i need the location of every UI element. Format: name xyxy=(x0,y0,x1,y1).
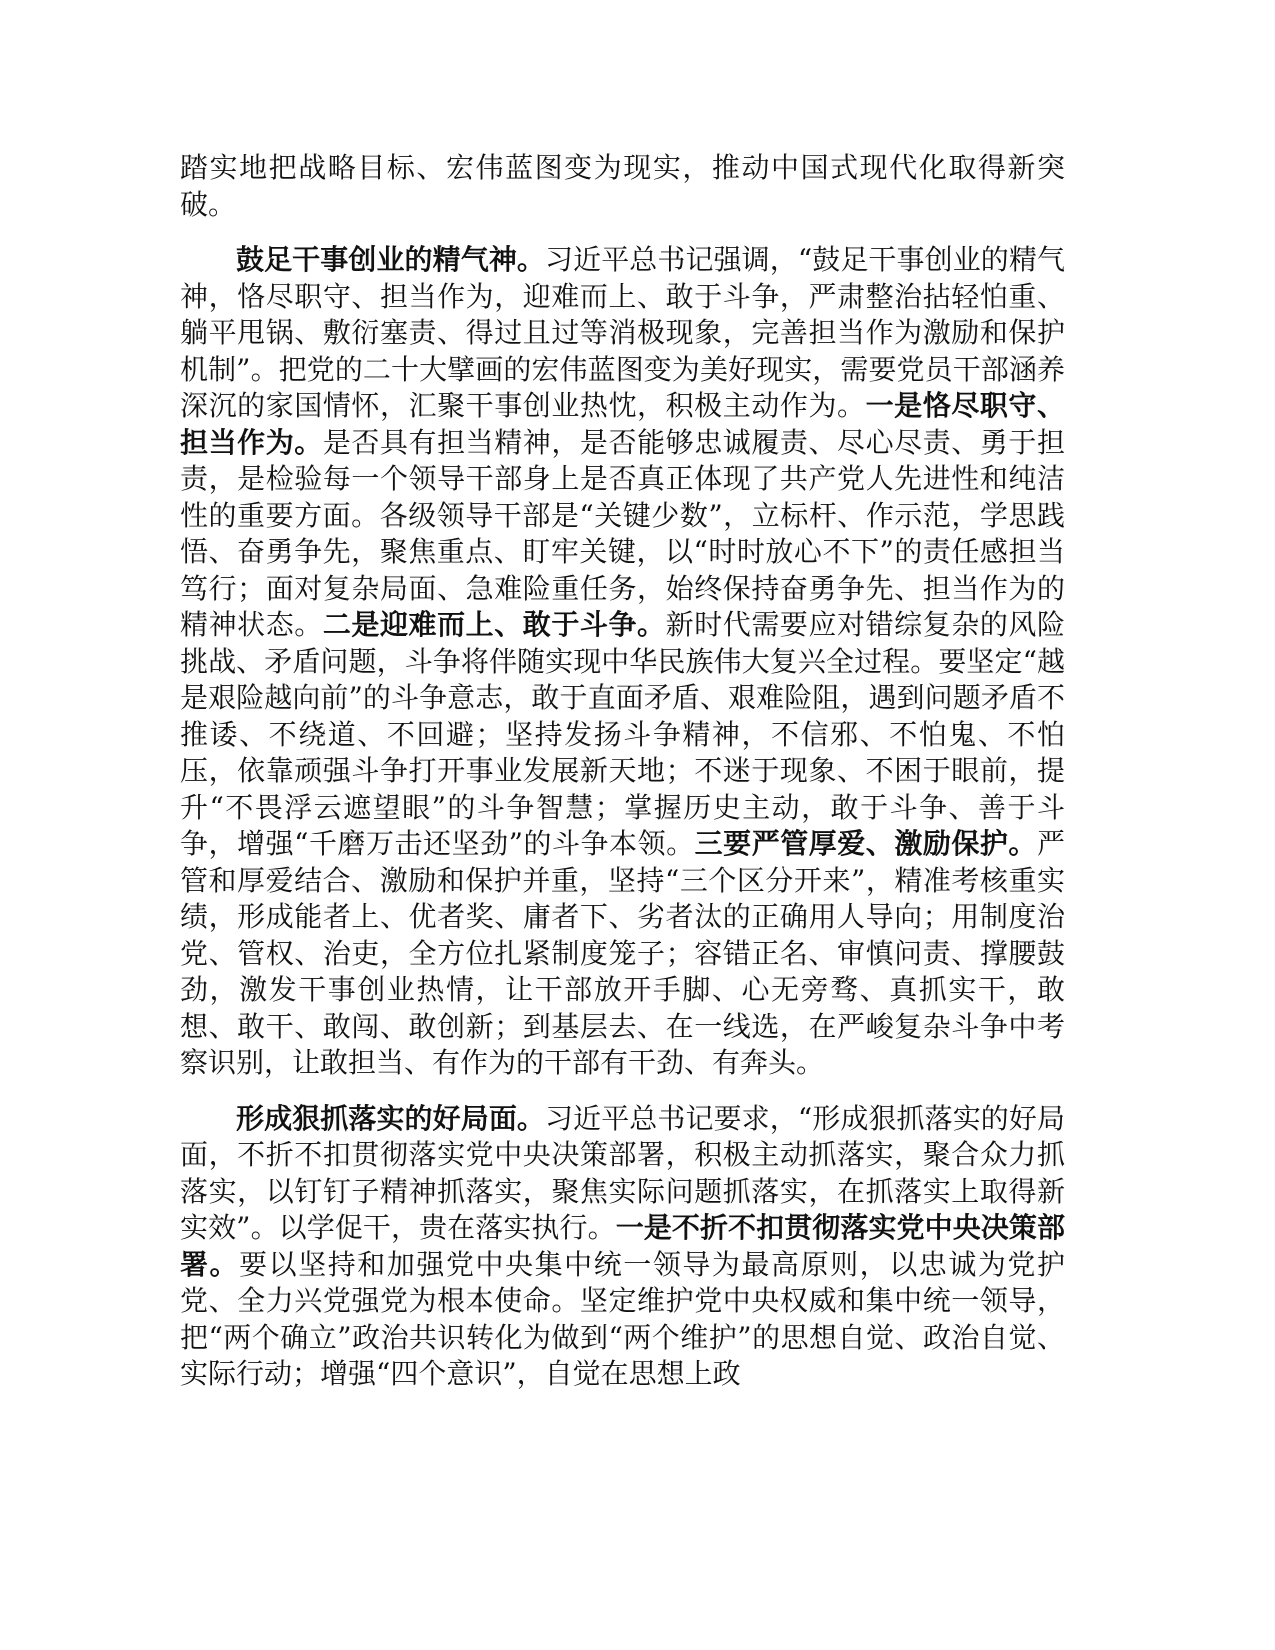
paragraph-text: 新时代需要应对错综复杂的风险挑战、矛盾问题，斗争将伴随实现中华民族伟大复兴全过程。要坚定“越是艰险越向前”的斗争意志，敢于直面矛盾、艰难险阻，遇到问题矛盾不推诿、不绕道、不回避；坚持发扬斗争精神，不信邪、不怕鬼、不怕压，依靠顽强斗争打开事业发展新天地；不迷于现象、不困于眼前，提升“不畏浮云遮望眼”的斗争智慧；掌握历史主动，敢于斗争、善于斗争，增强“千磨万击还坚劲”的斗争本领。 xyxy=(180,608,1065,860)
paragraph-spirit-of-entrepreneurship xyxy=(180,242,1065,1082)
paragraph-text: 严管和厚爱结合、激励和保护并重，坚持“三个区分开来”，精准考核重实绩，形成能者上、优者奖、庸者下、劣者汰的正确用人导向；用制度治党、管权、治吏，全方位扎紧制度笼子；容错正名、审慎问责、撑腰鼓劲，激发干事创业热情，让干部放开手脚、心无旁骛、真抓实干，敢想、敢干、敢闯、敢创新；到基层去、在一线选，在严峻复杂斗争中考察识别，让敢担当、有作为的干部有干劲、有奔头。 xyxy=(180,827,1065,1079)
paragraph-text: 习近平总书记强调，“鼓足干事创业的精气神，恪尽职守、担当作为，迎难而上、敢于斗争，严肃整治拈轻怕重、躺平甩锅、敷衍塞责、得过且过等消极现象，完善担当作为激励和保护机制”。把党的二十大擘画的宏伟蓝图变为美好现实，需要党员干部涵养深沉的家国情怀，汇聚干事创业热忱，积极主动作为。 xyxy=(180,243,1065,422)
paragraph-continuation xyxy=(180,150,1065,223)
paragraph-text: 要以坚持和加强党中央集中统一领导为最高原则，以忠诚为党护党、全力兴党强党为根本使命。坚定维护党中央权威和集中统一领导，把“两个确立”政治共识转化为做到“两个维护”的思想自觉、政治自觉、实际行动；增强“四个意识”，自觉在思想上政 xyxy=(180,1247,1065,1390)
paragraph-text: 踏实地把战略目标、宏伟蓝图变为现实，推动中国式现代化取得新突破。 xyxy=(180,151,1065,221)
point-heading: 一是不折不扣贯彻落实党中央决策部署。 xyxy=(180,1211,1065,1281)
paragraph-heading: 形成狠抓落实的好局面。 xyxy=(236,1101,546,1135)
paragraph-text: 习近平总书记要求，“形成狠抓落实的好局面，不折不扣贯彻落实党中央决策部署，积极主动抓落实，聚合众力抓落实，以钉钉子精神抓落实，聚焦实际问题抓落实，在抓落实上取得新实效”。以学促干，贵在落实执行。 xyxy=(180,1101,1065,1244)
paragraph-heading: 鼓足干事创业的精气神。 xyxy=(236,243,546,276)
point-heading: 一是恪尽职守、担当作为。 xyxy=(180,389,1065,459)
document-page xyxy=(180,150,1065,1393)
paragraph-implementation xyxy=(180,1101,1065,1393)
point-heading: 二是迎难而上、敢于斗争。 xyxy=(322,608,666,641)
point-heading: 三要严管厚爱、激励保护。 xyxy=(694,827,1037,860)
paragraph-text: 是否具有担当精神，是否能够忠诚履责、尽心尽责、勇于担责，是检验每一个领导干部身上是否真正体现了共产党人先进性和纯洁性的重要方面。各级领导干部是“关键少数”，立标杆、作示范，学思践悟、奋勇争先，聚焦重点、盯牢关键，以“时时放心不下”的责任感担当笃行；面对复杂局面、急难险重任务，始终保持奋勇争先、担当作为的精神状态。 xyxy=(180,425,1065,641)
